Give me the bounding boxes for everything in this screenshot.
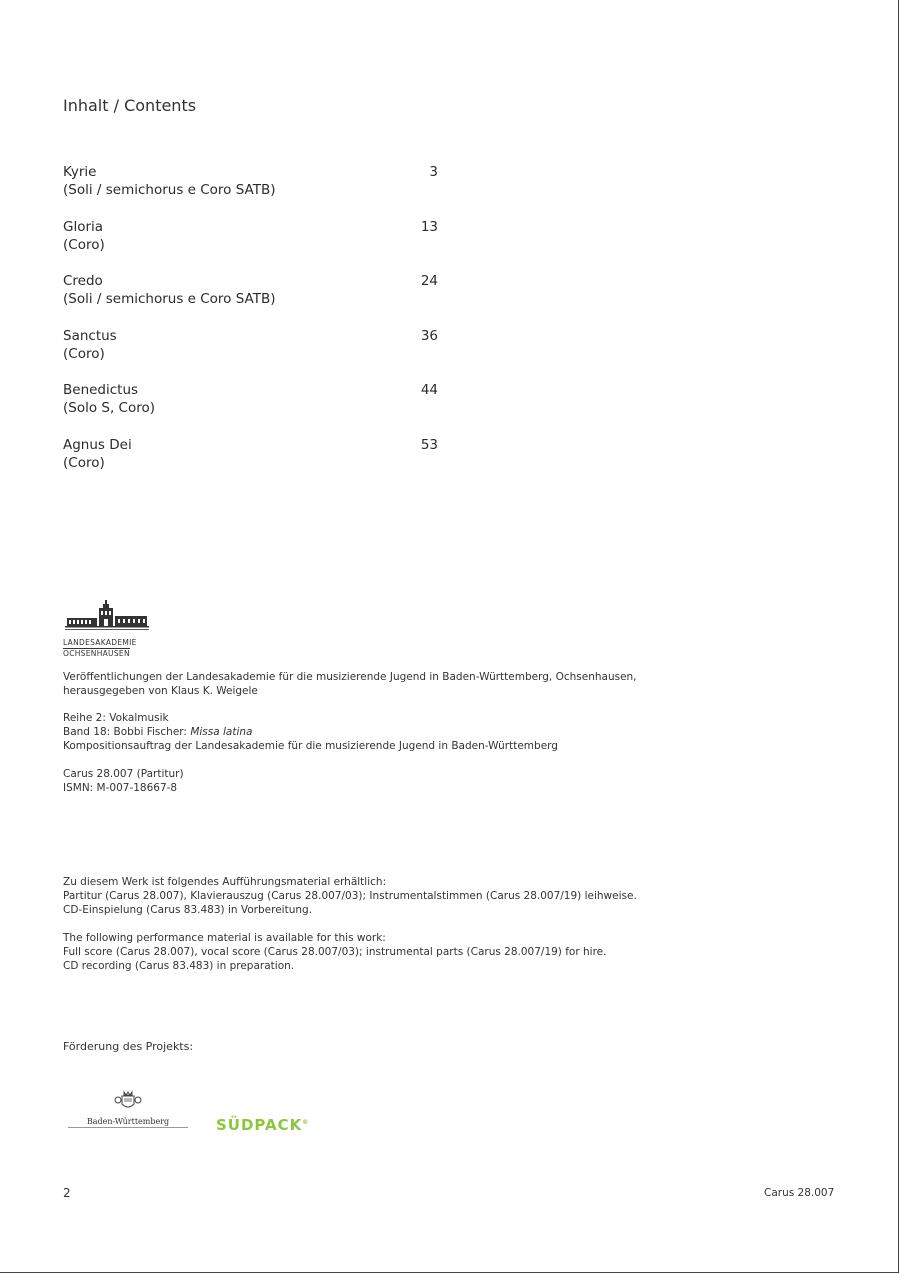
toc-title: Agnus Dei [63,436,132,453]
logo-text-line1: LANDESAKADEMIE [63,638,137,647]
building-icon [63,598,151,632]
catalog-info [63,767,184,795]
toc-entry [63,163,453,218]
funding-label: Förderung des Projekts: [63,1040,194,1053]
ismn-line: ISMN: M-007-18667-8 [63,782,178,794]
bw-logo-name: Baden-Württemberg [86,1117,170,1126]
toc-entry [63,272,453,327]
work-title: Missa latina [190,726,253,738]
toc-entry [63,381,453,436]
toc-entry [63,218,453,273]
material-line: The following performance material is available for this work: [63,932,386,944]
logo-text-line2: OCHSENHAUSEN [63,649,130,658]
toc-page-number: 44 [420,382,438,399]
material-line: CD-Einspielung (Carus 83.483) in Vorbereitung. [63,904,313,916]
toc-title: Sanctus [63,327,117,344]
toc-page-number: 24 [420,273,438,290]
material-line: Partitur (Carus 28.007), Klavierauszug (Carus 28.007/03); Instrumentalstimmen (Carus 28.007/19) leihweise. [63,890,637,902]
toc-title: Credo [63,273,103,290]
registered-mark: ® [302,1119,310,1126]
landesakademie-logo [63,598,153,659]
page-title: Inhalt / Contents [63,96,197,115]
material-info-de [63,875,703,917]
series-line: Reihe 2: Vokalmusik [63,712,169,724]
toc-page-number: 36 [420,327,438,344]
toc-title: Kyrie [63,164,97,180]
baden-wuerttemberg-logo [63,1090,193,1130]
series-volume-line [63,725,558,739]
publication-line: Veröffentlichungen der Landesakademie für die musizierende Jugend in Baden-Württemberg, Ochsenhausen, [63,671,637,683]
series-info [63,711,558,753]
suedpack-wordmark: SÜDPACK [216,1116,303,1134]
toc-page-number: 3 [429,164,438,180]
toc-subtitle: (Coro) [63,345,105,362]
bw-logo-subline [63,1126,193,1130]
catalog-number: Carus 28.007 [764,1187,835,1199]
toc-subtitle: (Coro) [63,236,105,253]
material-line: CD recording (Carus 83.483) in preparation. [63,960,295,972]
volume-prefix: Band 18: Bobbi Fischer: [63,726,191,738]
catalog-line: Carus 28.007 (Partitur) [63,768,184,780]
toc-subtitle: (Soli / semichorus e Coro SATB) [63,182,276,198]
toc-subtitle: (Coro) [63,454,105,471]
toc-entry [63,327,453,382]
toc-page-number: 13 [420,218,438,235]
material-line: Zu diesem Werk ist folgendes Aufführungsmaterial erhältlich: [63,876,387,888]
toc-title: Gloria [63,218,104,235]
material-line: Full score (Carus 28.007), vocal score (Carus 28.007/03); instrumental parts (Carus 28.007/19) for hire. [63,946,607,958]
series-line: Kompositionsauftrag der Landesakademie für die musizierende Jugend in Baden-Württemberg [63,740,558,752]
toc-entry [63,436,453,491]
table-of-contents [63,163,453,491]
suedpack-logo [216,1116,309,1134]
publication-line: herausgegeben von Klaus K. Weigele [63,685,258,697]
toc-page-number: 53 [420,436,438,453]
publication-info [63,670,683,698]
toc-subtitle: (Solo S, Coro) [63,400,156,417]
coat-of-arms-icon [113,1090,143,1112]
material-info-en [63,931,703,973]
toc-title: Benedictus [63,382,139,399]
toc-subtitle: (Soli / semichorus e Coro SATB) [63,291,276,308]
page-number: 2 [63,1186,71,1200]
